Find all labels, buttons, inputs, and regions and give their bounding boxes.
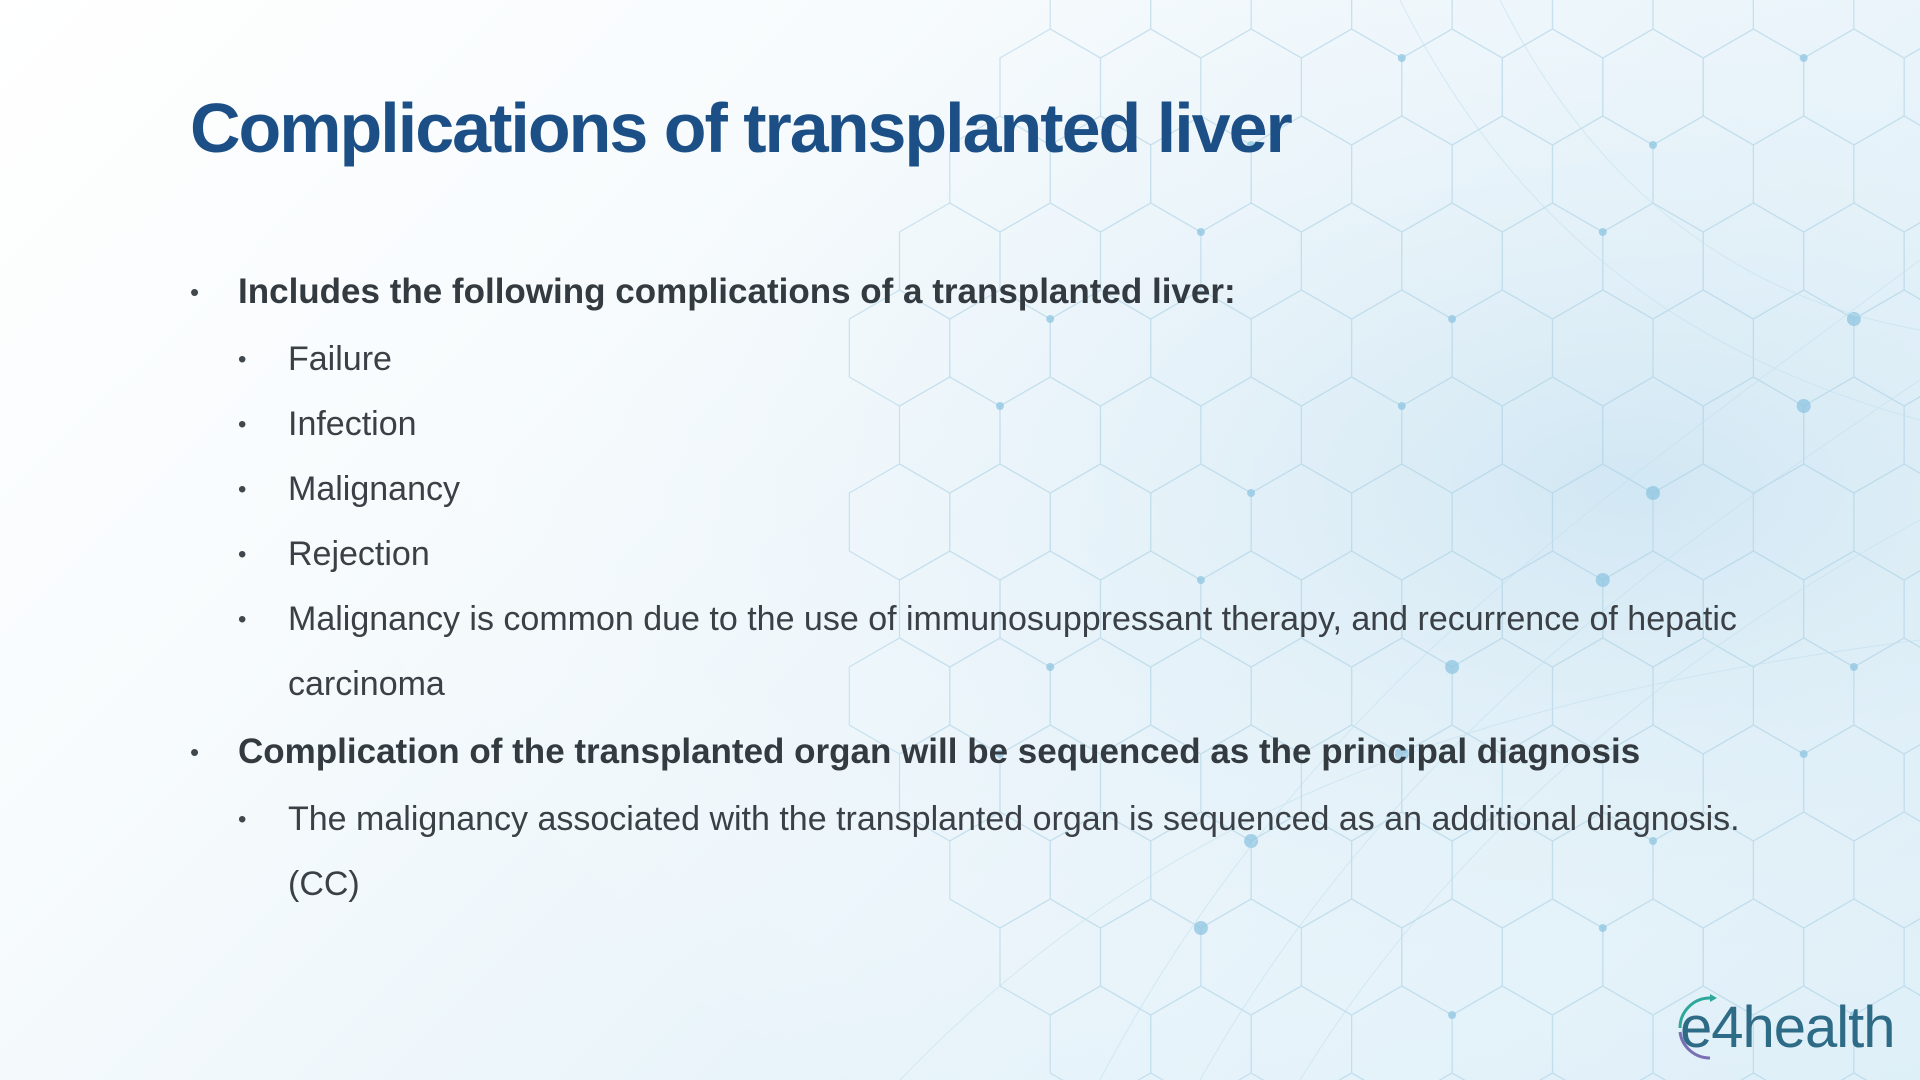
sub-bullet-list	[238, 327, 1770, 717]
sub-bullet-item: • The malignancy associated with the transplanted organ is sequenced as an additional diagnosis. (CC)	[238, 787, 1770, 917]
e4health-logo	[1670, 992, 1895, 1062]
sub-bullet-item: • Malignancy is common due to the use of immunosuppressant therapy, and recurrence of hepatic carcinoma	[238, 587, 1770, 717]
bullet-item	[190, 262, 1770, 717]
sub-bullet-item: • Malignancy	[238, 457, 1770, 522]
bullet-text: Complication of the transplanted organ will be sequenced as the principal diagnosis	[238, 732, 1641, 771]
sub-bullet-list	[238, 787, 1770, 917]
bullet-item	[190, 722, 1770, 917]
sub-bullet-item: • Infection	[238, 392, 1770, 457]
bullet-text: Includes the following complications of a transplanted liver:	[238, 272, 1236, 311]
bullet-list	[190, 262, 1770, 917]
logo-text: e4health	[1680, 995, 1895, 1060]
sub-bullet-item: • Rejection	[238, 522, 1770, 587]
sub-bullet-item: • Failure	[238, 327, 1770, 392]
slide-content	[190, 262, 1770, 922]
slide-title: Complications of transplanted liver	[190, 89, 1291, 167]
